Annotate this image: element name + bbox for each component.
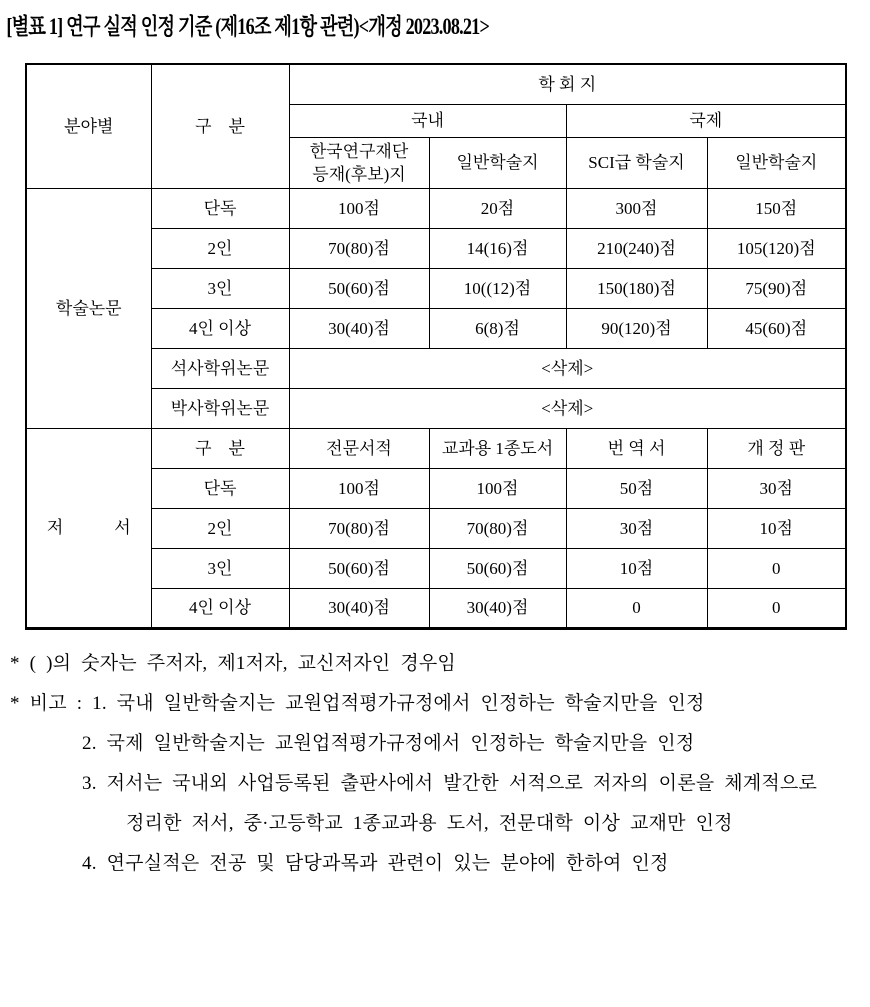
footnotes bbox=[0, 644, 870, 884]
score-cell: 70(80)점 bbox=[289, 228, 429, 268]
header-general-international: 일반학술지 bbox=[707, 137, 846, 188]
score-cell: 6(8)점 bbox=[429, 308, 566, 348]
score-cell: 70(80)점 bbox=[429, 508, 566, 548]
score-cell: 50(60)점 bbox=[289, 268, 429, 308]
score-cell: 30(40)점 bbox=[289, 588, 429, 628]
subheader-col: 번 역 서 bbox=[566, 428, 707, 468]
score-cell: 50(60)점 bbox=[289, 548, 429, 588]
footnote-remark-3-cont: 정리한 저서, 중·고등학교 1종교과용 도서, 전문대학 이상 교재만 인정 bbox=[126, 812, 733, 834]
score-cell: 14(16)점 bbox=[429, 228, 566, 268]
score-cell: 150점 bbox=[707, 188, 846, 228]
category-cell: 단독 bbox=[151, 188, 289, 228]
score-cell: 150(180)점 bbox=[566, 268, 707, 308]
header-domestic: 국내 bbox=[289, 104, 566, 137]
score-cell: 0 bbox=[707, 548, 846, 588]
section-label-paper: 학술논문 bbox=[26, 188, 151, 428]
deleted-cell: <삭제> bbox=[289, 348, 846, 388]
score-cell: 0 bbox=[707, 588, 846, 628]
header-journal-group: 학 회 지 bbox=[289, 64, 846, 104]
footnote-remark-4: 4. 연구실적은 전공 및 담당과목과 관련이 있는 분야에 한하여 인정 bbox=[82, 852, 669, 874]
category-cell: 4인 이상 bbox=[151, 588, 289, 628]
score-cell: 45(60)점 bbox=[707, 308, 846, 348]
category-cell: 3인 bbox=[151, 548, 289, 588]
header-sci-journal: SCI급 학술지 bbox=[566, 137, 707, 188]
book-subheader-row bbox=[26, 428, 846, 468]
footnote-parentheses: * ( )의 숫자는 주저자, 제1저자, 교신저자인 경우임 bbox=[10, 652, 456, 674]
header-row-journal bbox=[26, 64, 846, 104]
category-cell: 단독 bbox=[151, 468, 289, 508]
footnote-remark-2: 2. 국제 일반학술지는 교원업적평가규정에서 인정하는 학술지만을 인정 bbox=[82, 732, 695, 754]
header-international: 국제 bbox=[566, 104, 846, 137]
score-cell: 90(120)점 bbox=[566, 308, 707, 348]
score-cell: 0 bbox=[566, 588, 707, 628]
score-cell: 100점 bbox=[429, 468, 566, 508]
score-cell: 30(40)점 bbox=[429, 588, 566, 628]
header-field: 분야별 bbox=[26, 64, 151, 188]
category-cell: 박사학위논문 bbox=[151, 388, 289, 428]
footnote-remark-1: * 비고 : 1. 국내 일반학술지는 교원업적평가규정에서 인정하는 학술지만을 인정 bbox=[10, 692, 705, 714]
category-cell: 석사학위논문 bbox=[151, 348, 289, 388]
category-cell: 2인 bbox=[151, 508, 289, 548]
category-cell: 2인 bbox=[151, 228, 289, 268]
score-cell: 300점 bbox=[566, 188, 707, 228]
score-cell: 100점 bbox=[289, 188, 429, 228]
subheader-category: 구 분 bbox=[151, 428, 289, 468]
score-cell: 30점 bbox=[707, 468, 846, 508]
header-category: 구 분 bbox=[151, 64, 289, 188]
subheader-col: 개 정 판 bbox=[707, 428, 846, 468]
subheader-col: 교과용 1종도서 bbox=[429, 428, 566, 468]
header-general-domestic: 일반학술지 bbox=[429, 137, 566, 188]
footnote-remark-3: 3. 저서는 국내외 사업등록된 출판사에서 발간한 서적으로 저자의 이론을 체계적으로 bbox=[82, 772, 818, 794]
score-cell: 75(90)점 bbox=[707, 268, 846, 308]
score-cell: 210(240)점 bbox=[566, 228, 707, 268]
score-cell: 50점 bbox=[566, 468, 707, 508]
score-cell: 10점 bbox=[566, 548, 707, 588]
score-cell: 70(80)점 bbox=[289, 508, 429, 548]
subheader-col: 전문서적 bbox=[289, 428, 429, 468]
score-cell: 30점 bbox=[566, 508, 707, 548]
score-cell: 50(60)점 bbox=[429, 548, 566, 588]
category-cell: 3인 bbox=[151, 268, 289, 308]
score-cell: 10점 bbox=[707, 508, 846, 548]
score-cell: 30(40)점 bbox=[289, 308, 429, 348]
page-title: [별표 1] 연구 실적 인정 기준 (제16조 제1항 관련)<개정 2023.08.21> bbox=[6, 14, 490, 39]
deleted-cell: <삭제> bbox=[289, 388, 846, 428]
research-criteria-table bbox=[25, 63, 847, 630]
section-label-book: 저 서 bbox=[26, 428, 151, 628]
category-cell: 4인 이상 bbox=[151, 308, 289, 348]
score-cell: 20점 bbox=[429, 188, 566, 228]
score-cell: 100점 bbox=[289, 468, 429, 508]
score-cell: 105(120)점 bbox=[707, 228, 846, 268]
score-cell: 10((12)점 bbox=[429, 268, 566, 308]
paper-row-single bbox=[26, 188, 846, 228]
header-krf-journal: 한국연구재단 등재(후보)지 bbox=[289, 137, 429, 188]
